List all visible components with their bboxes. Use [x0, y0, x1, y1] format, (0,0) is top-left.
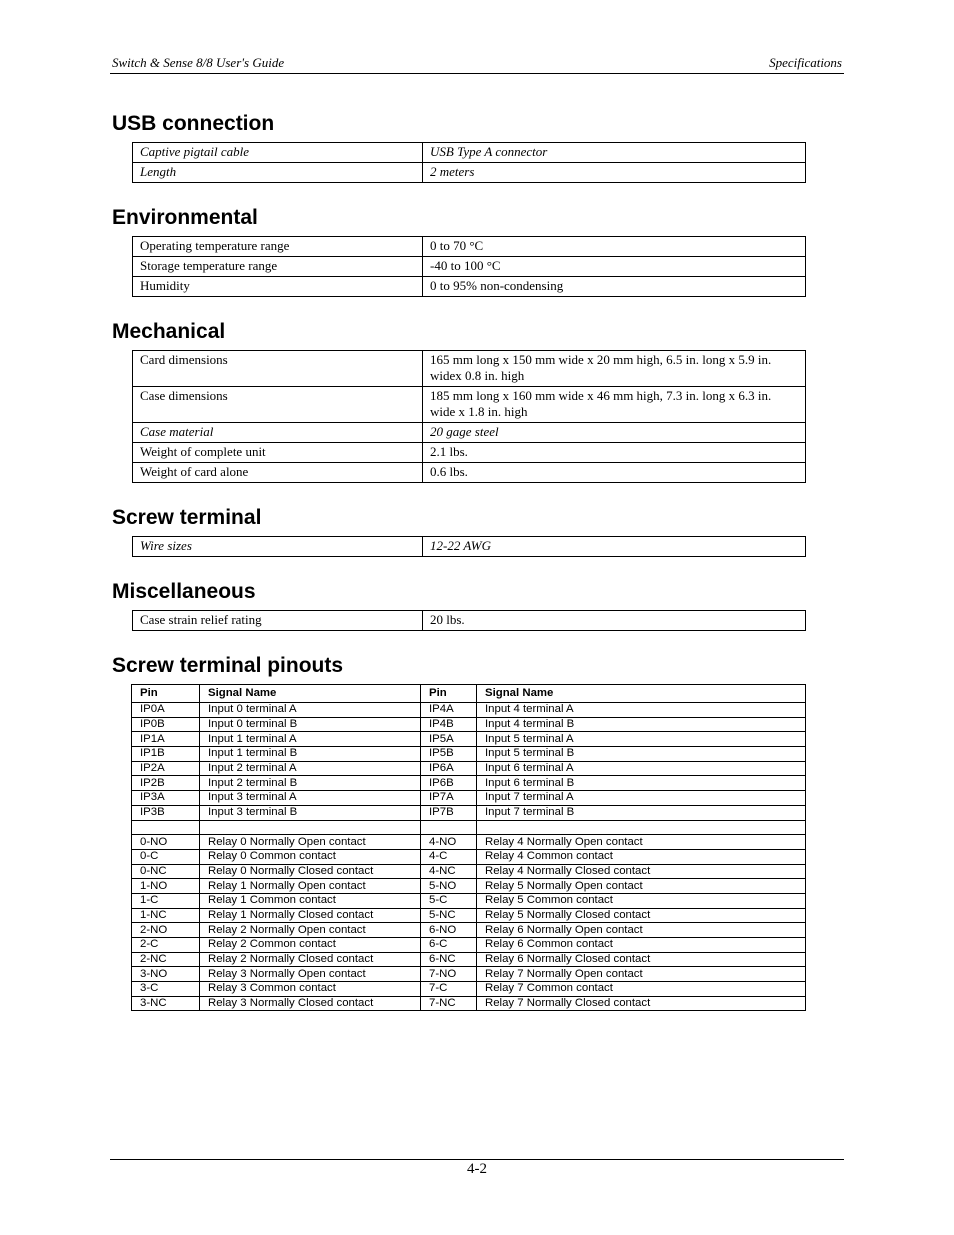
mechanical-heading: Mechanical: [112, 320, 226, 343]
pin-cell: 2-C: [132, 938, 200, 953]
table-row: [132, 747, 806, 762]
table-row: [132, 982, 806, 997]
column-header: Pin: [421, 685, 477, 703]
pin-cell: IP0A: [132, 703, 200, 718]
spec-label: Case dimensions: [133, 387, 423, 423]
table-row: [133, 143, 806, 163]
spec-value: USB Type A connector: [423, 143, 806, 163]
pin-cell: 7-C: [421, 982, 477, 997]
page-number: 4-2: [467, 1161, 487, 1177]
table-header-row: [132, 685, 806, 703]
spec-label: Operating temperature range: [133, 237, 423, 257]
pin-cell: IP2A: [132, 761, 200, 776]
pin-cell: IP6B: [421, 776, 477, 791]
signal-name-cell: Relay 1 Common contact: [200, 893, 421, 908]
spec-label: Wire sizes: [133, 537, 423, 557]
signal-name-cell: Relay 5 Normally Closed contact: [477, 908, 806, 923]
pinouts-body: [132, 703, 806, 1011]
pin-cell: IP5B: [421, 747, 477, 762]
spec-value: 12-22 AWG: [423, 537, 806, 557]
signal-name-cell: Relay 4 Common contact: [477, 849, 806, 864]
table-row: [132, 996, 806, 1011]
signal-name-cell: Relay 5 Common contact: [477, 893, 806, 908]
table-row: [133, 537, 806, 557]
pin-cell: 7-NO: [421, 967, 477, 982]
pin-cell: 3-NC: [132, 996, 200, 1011]
signal-name-cell: Relay 6 Normally Open contact: [477, 923, 806, 938]
pin-cell: 6-NC: [421, 952, 477, 967]
pin-cell: IP0B: [132, 717, 200, 732]
pin-cell: IP4B: [421, 717, 477, 732]
signal-name-cell: Relay 4 Normally Open contact: [477, 835, 806, 850]
table-row: [133, 387, 806, 423]
signal-name-cell: [200, 820, 421, 835]
spec-value: 165 mm long x 150 mm wide x 20 mm high, 6.5 in. long x 5.9 in. widex 0.8 in. high: [423, 351, 806, 387]
table-row: [132, 761, 806, 776]
spec-value: 2 meters: [423, 163, 806, 183]
table-row: [132, 938, 806, 953]
table-row: [133, 443, 806, 463]
usb-connection-table: [132, 142, 806, 183]
running-header-title: Switch & Sense 8/8 User's Guide: [112, 55, 285, 70]
pin-cell: 3-NO: [132, 967, 200, 982]
table-row: [133, 423, 806, 443]
table-row: [132, 879, 806, 894]
header-rule: [110, 73, 844, 74]
pin-cell: IP1A: [132, 732, 200, 747]
pin-cell: 5-NC: [421, 908, 477, 923]
table-row: [133, 163, 806, 183]
signal-name-cell: Relay 2 Normally Closed contact: [200, 952, 421, 967]
column-header: Signal Name: [477, 685, 806, 703]
pin-cell: IP6A: [421, 761, 477, 776]
pin-cell: 0-C: [132, 849, 200, 864]
miscellaneous-table: [132, 610, 806, 631]
table-row: [132, 923, 806, 938]
pin-cell: 0-NO: [132, 835, 200, 850]
table-row: [133, 351, 806, 387]
table-row: [132, 893, 806, 908]
pin-cell: 1-NC: [132, 908, 200, 923]
signal-name-cell: Input 3 terminal A: [200, 791, 421, 806]
signal-name-cell: Relay 7 Common contact: [477, 982, 806, 997]
spec-label: Storage temperature range: [133, 257, 423, 277]
pin-cell: [132, 820, 200, 835]
signal-name-cell: Input 6 terminal A: [477, 761, 806, 776]
table-row: [132, 703, 806, 718]
table-row: [132, 732, 806, 747]
pin-cell: 3-C: [132, 982, 200, 997]
pinouts-heading: Screw terminal pinouts: [112, 654, 344, 677]
table-row: [132, 908, 806, 923]
table-row: [132, 967, 806, 982]
spec-label: Captive pigtail cable: [133, 143, 423, 163]
signal-name-cell: Input 3 terminal B: [200, 805, 421, 820]
spec-label: Case material: [133, 423, 423, 443]
spec-value: 20 gage steel: [423, 423, 806, 443]
table-row: [132, 952, 806, 967]
pin-cell: [421, 820, 477, 835]
signal-name-cell: Relay 2 Common contact: [200, 938, 421, 953]
signal-name-cell: Relay 4 Normally Closed contact: [477, 864, 806, 879]
footer-rule: [110, 1159, 844, 1160]
pin-cell: 1-C: [132, 893, 200, 908]
signal-name-cell: Input 0 terminal A: [200, 703, 421, 718]
signal-name-cell: Input 0 terminal B: [200, 717, 421, 732]
pin-cell: 0-NC: [132, 864, 200, 879]
pin-cell: 5-C: [421, 893, 477, 908]
table-row: [132, 776, 806, 791]
signal-name-cell: Input 7 terminal A: [477, 791, 806, 806]
spec-label: Card dimensions: [133, 351, 423, 387]
table-row: [132, 849, 806, 864]
signal-name-cell: Relay 1 Normally Open contact: [200, 879, 421, 894]
screw-terminal-table: [132, 536, 806, 557]
signal-name-cell: Input 5 terminal A: [477, 732, 806, 747]
pin-cell: 6-NO: [421, 923, 477, 938]
table-row: [133, 237, 806, 257]
spec-label: Humidity: [133, 277, 423, 297]
column-header: Signal Name: [200, 685, 421, 703]
pin-cell: 2-NC: [132, 952, 200, 967]
signal-name-cell: Relay 6 Common contact: [477, 938, 806, 953]
pin-cell: IP3B: [132, 805, 200, 820]
pin-cell: 1-NO: [132, 879, 200, 894]
signal-name-cell: Input 2 terminal B: [200, 776, 421, 791]
table-row: [132, 805, 806, 820]
pin-cell: 4-NO: [421, 835, 477, 850]
environmental-table: [132, 236, 806, 297]
table-row: [132, 864, 806, 879]
pin-cell: 5-NO: [421, 879, 477, 894]
table-row: [133, 257, 806, 277]
signal-name-cell: Relay 3 Normally Closed contact: [200, 996, 421, 1011]
spec-value: 185 mm long x 160 mm wide x 46 mm high, 7.3 in. long x 6.3 in. wide x 1.8 in. high: [423, 387, 806, 423]
signal-name-cell: Input 4 terminal A: [477, 703, 806, 718]
pin-cell: IP7A: [421, 791, 477, 806]
pin-cell: 4-NC: [421, 864, 477, 879]
spec-value: 0 to 70 °C: [423, 237, 806, 257]
signal-name-cell: Input 1 terminal A: [200, 732, 421, 747]
table-row: [132, 717, 806, 732]
signal-name-cell: Relay 6 Normally Closed contact: [477, 952, 806, 967]
usb-connection-heading: USB connection: [112, 112, 275, 135]
table-row: [132, 835, 806, 850]
signal-name-cell: Relay 0 Normally Closed contact: [200, 864, 421, 879]
column-header: Pin: [132, 685, 200, 703]
spec-value: 0 to 95% non-condensing: [423, 277, 806, 297]
environmental-heading: Environmental: [112, 206, 258, 229]
table-row: [132, 820, 806, 835]
signal-name-cell: Relay 7 Normally Closed contact: [477, 996, 806, 1011]
spec-label: Length: [133, 163, 423, 183]
pin-cell: 2-NO: [132, 923, 200, 938]
signal-name-cell: Relay 3 Common contact: [200, 982, 421, 997]
pin-cell: IP3A: [132, 791, 200, 806]
spec-value: -40 to 100 °C: [423, 257, 806, 277]
table-row: [133, 611, 806, 631]
spec-value: 2.1 lbs.: [423, 443, 806, 463]
spec-value: 0.6 lbs.: [423, 463, 806, 483]
signal-name-cell: Input 7 terminal B: [477, 805, 806, 820]
signal-name-cell: Relay 7 Normally Open contact: [477, 967, 806, 982]
spec-value: 20 lbs.: [423, 611, 806, 631]
pin-cell: IP7B: [421, 805, 477, 820]
spec-label: Weight of complete unit: [133, 443, 423, 463]
pin-cell: IP5A: [421, 732, 477, 747]
pin-cell: IP1B: [132, 747, 200, 762]
table-row: [133, 463, 806, 483]
spec-label: Case strain relief rating: [133, 611, 423, 631]
signal-name-cell: Relay 5 Normally Open contact: [477, 879, 806, 894]
miscellaneous-heading: Miscellaneous: [112, 580, 256, 603]
signal-name-cell: Relay 0 Common contact: [200, 849, 421, 864]
pinouts-table: [131, 684, 806, 1011]
pin-cell: 4-C: [421, 849, 477, 864]
pin-cell: IP2B: [132, 776, 200, 791]
signal-name-cell: Relay 1 Normally Closed contact: [200, 908, 421, 923]
spec-label: Weight of card alone: [133, 463, 423, 483]
mechanical-table: [132, 350, 806, 483]
pin-cell: 6-C: [421, 938, 477, 953]
pin-cell: 7-NC: [421, 996, 477, 1011]
table-row: [132, 791, 806, 806]
pin-cell: IP4A: [421, 703, 477, 718]
signal-name-cell: Relay 2 Normally Open contact: [200, 923, 421, 938]
table-row: [133, 277, 806, 297]
signal-name-cell: Input 2 terminal A: [200, 761, 421, 776]
signal-name-cell: Input 5 terminal B: [477, 747, 806, 762]
screw-terminal-heading: Screw terminal: [112, 506, 262, 529]
signal-name-cell: [477, 820, 806, 835]
signal-name-cell: Input 1 terminal B: [200, 747, 421, 762]
signal-name-cell: Input 6 terminal B: [477, 776, 806, 791]
signal-name-cell: Relay 3 Normally Open contact: [200, 967, 421, 982]
signal-name-cell: Input 4 terminal B: [477, 717, 806, 732]
running-header-section: Specifications: [769, 55, 842, 70]
signal-name-cell: Relay 0 Normally Open contact: [200, 835, 421, 850]
